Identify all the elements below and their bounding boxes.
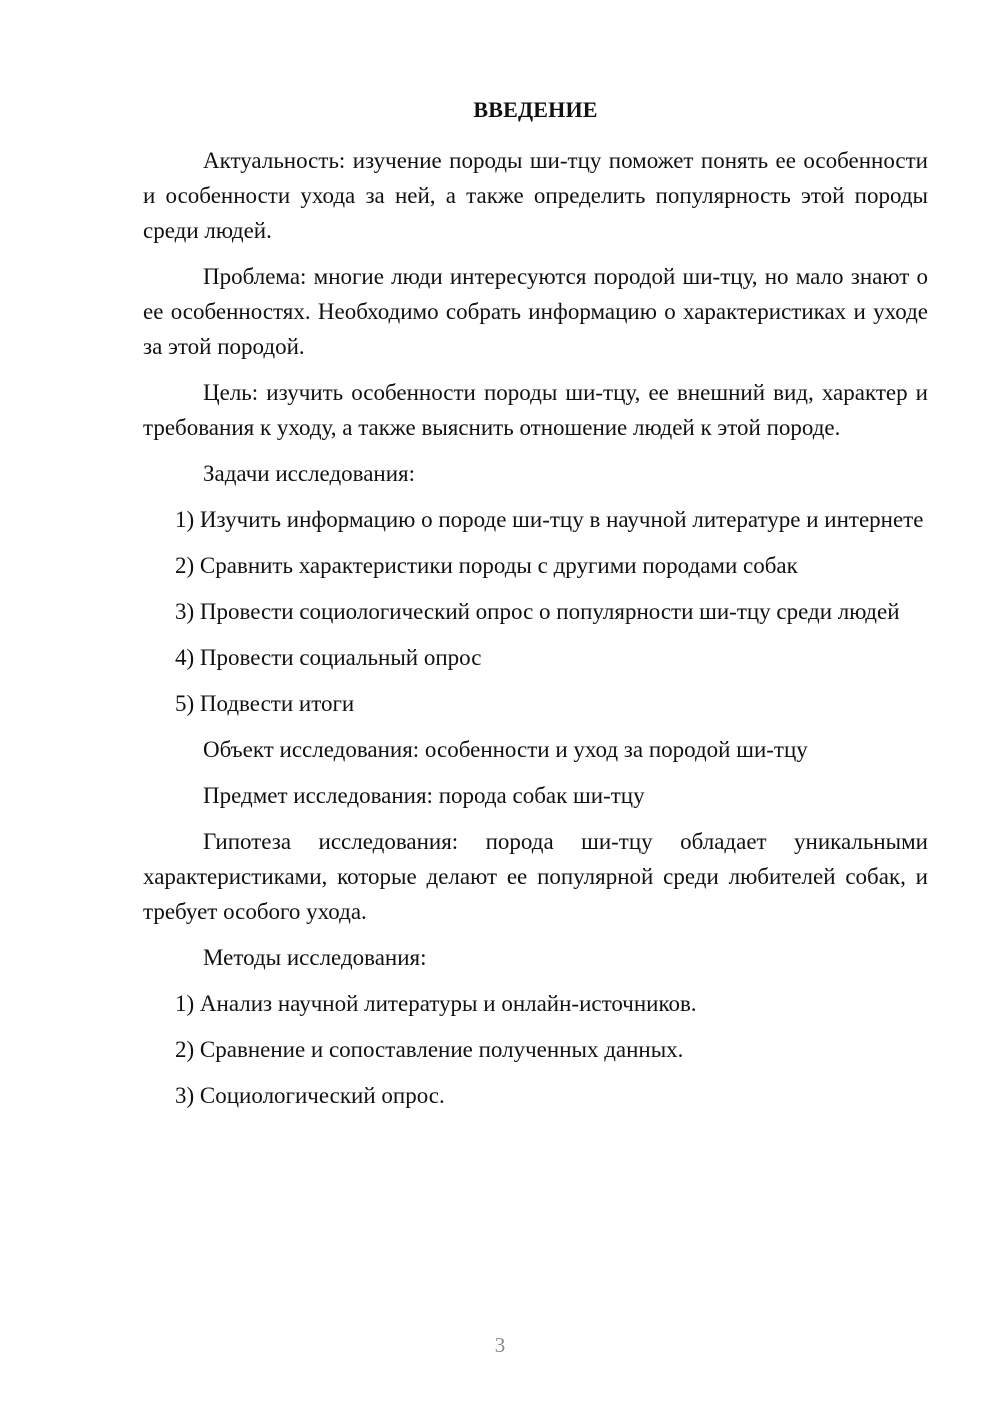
task-item: 1) Изучить информацию о породе ши-тцу в научной литературе и интернете xyxy=(175,507,924,532)
relevance-paragraph: Актуальность: изучение породы ши-тцу поможет понять ее особенности и особенности ухода за ней, а также определить популярность этой породы среди людей. xyxy=(143,148,928,243)
method-item: 2) Сравнение и сопоставление полученных данных. xyxy=(175,1037,684,1062)
research-subject: Предмет исследования: порода собак ши-тцу xyxy=(203,783,645,808)
hypothesis-paragraph: Гипотеза исследования: порода ши-тцу обладает уникальными характеристиками, которые делают ее популярной среди любителей собак, и требует особого ухода. xyxy=(143,829,928,924)
task-item: 2) Сравнить характеристики породы с другими породами собак xyxy=(175,553,798,578)
method-item: 1) Анализ научной литературы и онлайн-источников. xyxy=(175,991,697,1016)
tasks-heading: Задачи исследования: xyxy=(203,461,416,486)
methods-heading: Методы исследования: xyxy=(203,945,427,970)
goal-paragraph: Цель: изучить особенности породы ши-тцу, ее внешний вид, характер и требования к уходу, а также выяснить отношение людей к этой породе. xyxy=(143,380,928,440)
document-body xyxy=(143,92,928,1124)
problem-paragraph: Проблема: многие люди интересуются породой ши-тцу, но мало знают о ее особенностях. Необходимо собрать информацию о характеристиках и уходе за этой породой. xyxy=(143,264,928,359)
research-object: Объект исследования: особенности и уход за породой ши-тцу xyxy=(203,737,808,762)
task-item: 4) Провести социальный опрос xyxy=(175,645,482,670)
task-item: 5) Подвести итоги xyxy=(175,691,355,716)
section-title: ВВЕДЕНИЕ xyxy=(473,97,598,122)
task-item: 3) Провести социологический опрос о популярности ши-тцу среди людей xyxy=(175,599,900,624)
method-item: 3) Социологический опрос. xyxy=(175,1083,445,1108)
page-number: 3 xyxy=(494,1333,506,1357)
